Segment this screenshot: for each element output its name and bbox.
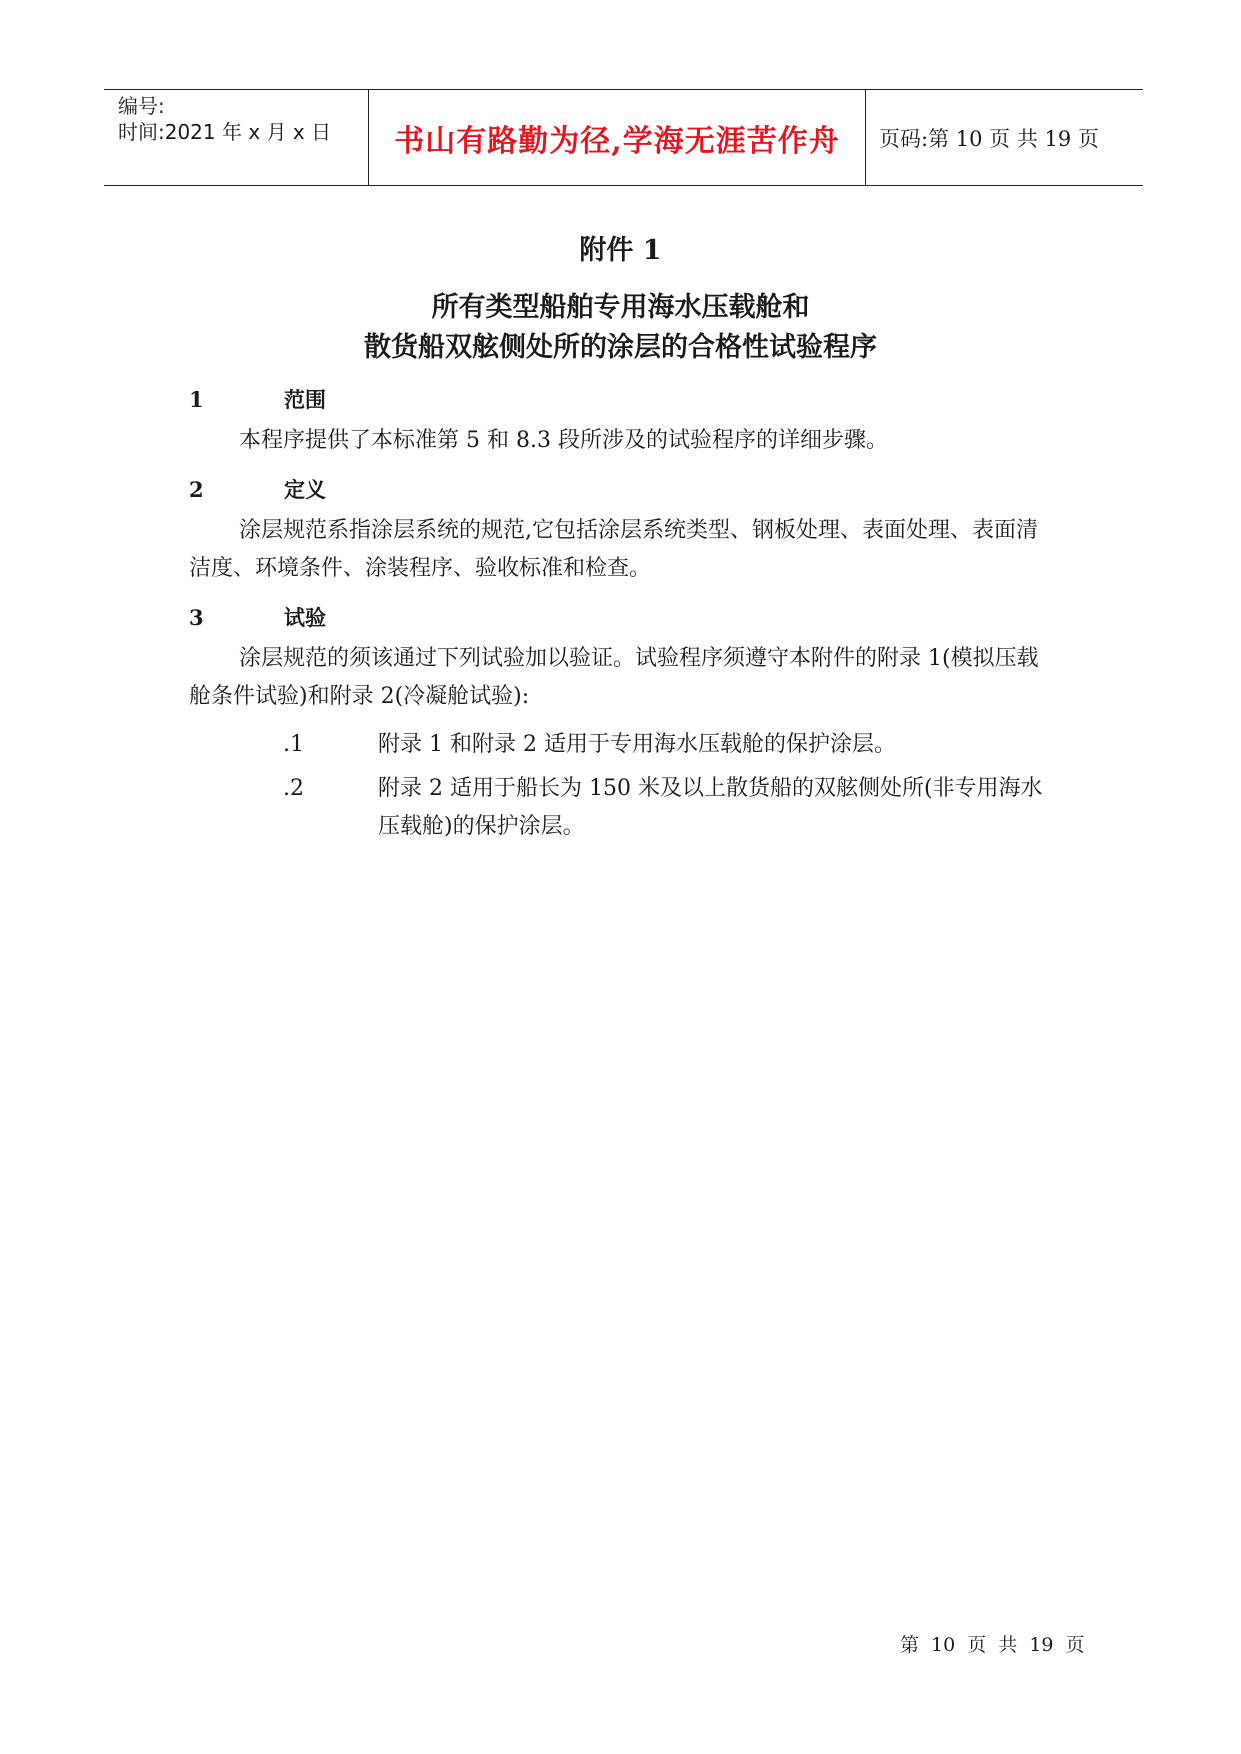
page-code: 页码:第 10 页 共 19 页 [879,126,1099,151]
header-page-cell [866,90,1143,185]
section-1-heading [189,384,326,414]
doc-title-line-2: 散货船双舷侧处所的涂层的合格性试验程序 [364,332,877,363]
list-item-text: 附录 1 和附录 2 适用于专用海水压载舱的保护涂层。 [378,732,896,757]
annex-title: 附件 1 [579,235,662,266]
section-number: 3 [189,605,204,630]
doc-title-line-1: 所有类型船舶专用海水压载舱和 [431,292,810,323]
section-3-body: 涂层规范的须该通过下列试验加以验证。试验程序须遵守本附件的附录 1(模拟压载舱条件试验)和附录 2(冷凝舱试验): [189,646,1039,709]
section-number: 1 [189,387,204,412]
section-1-body: 本程序提供了本标准第 5 和 8.3 段所涉及的试验程序的详细步骤。 [239,428,888,453]
header-meta [104,90,369,185]
list-item [283,770,1058,846]
section-heading-text: 试验 [284,605,326,630]
time-label: 时间:2021 年 x 月 x 日 [118,120,332,144]
list-item-number: .1 [283,732,304,757]
motto: 书山有路勤为径,学海无涯苦作舟 [394,123,840,159]
list-item-number: .2 [283,776,304,801]
section-heading-text: 定义 [284,477,326,502]
page-footer: 第 10 页 共 19 页 [900,1634,1085,1656]
page-header [104,89,1143,186]
list-item [283,726,1058,764]
header-motto-cell [369,90,866,185]
list-item-text: 附录 2 适用于船长为 150 米及以上散货船的双舷侧处所(非专用海水压载舱)的保护涂层。 [378,776,1043,839]
section-number: 2 [189,477,204,502]
number-label: 编号: [118,94,165,118]
section-2-body: 涂层规范系指涂层系统的规范,它包括涂层系统类型、钢板处理、表面处理、表面清洁度、环境条件、涂装程序、验收标准和检查。 [189,518,1038,581]
section-2-heading [189,474,326,504]
section-heading-text: 范围 [284,387,326,412]
section-3-heading [189,602,326,632]
